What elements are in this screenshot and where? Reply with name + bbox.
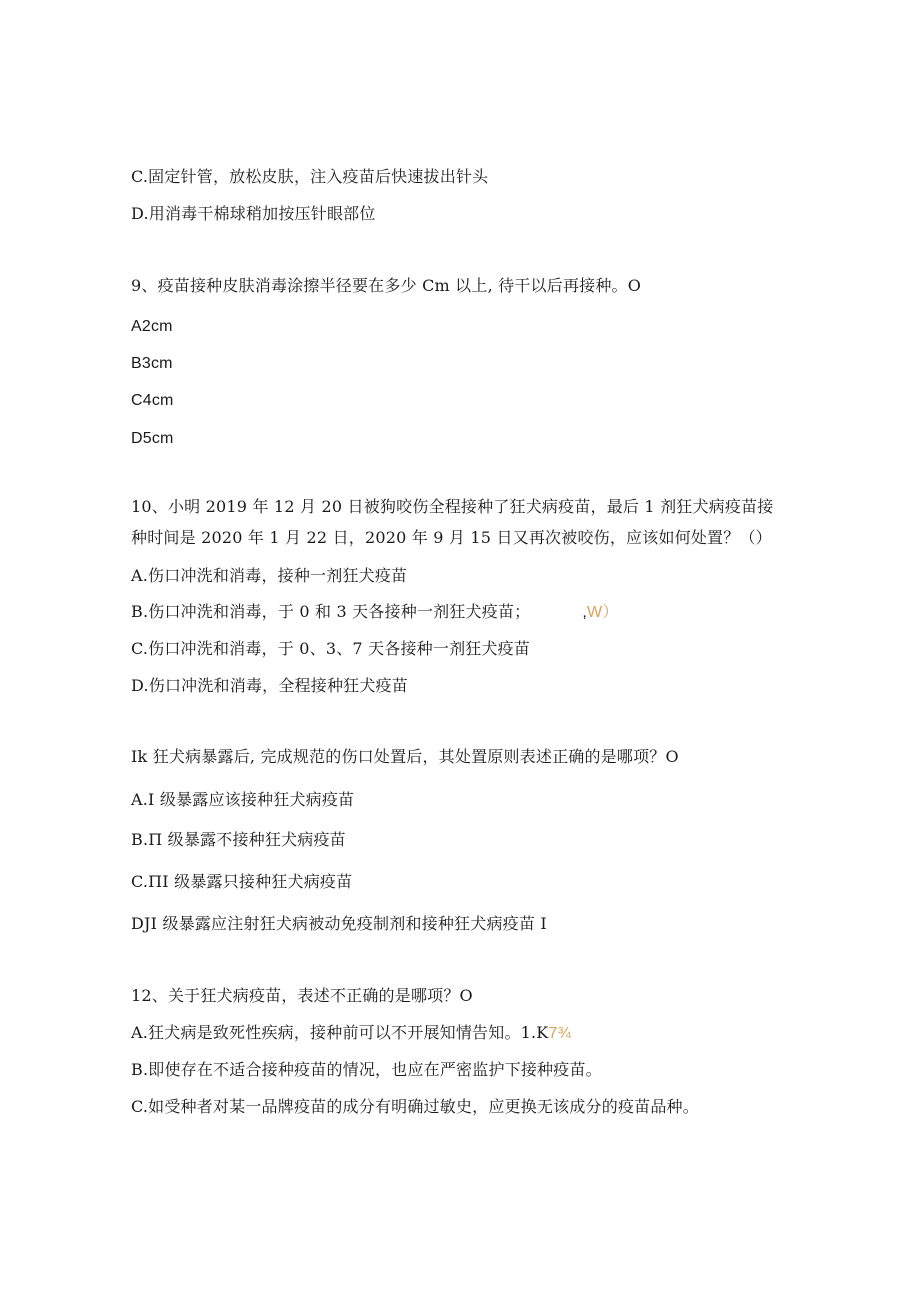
q8-option-d: D.用消毒干棉球稍加按压针眼部位 [131,204,376,223]
q11-option-a: A.I 级暴露应该接种狂犬病疫苗 [131,790,355,809]
q10-option-b [131,601,619,624]
q9-option-b: B3cm [131,355,173,372]
q10-option-b-text: B.伤口冲洗和消毒，于 0 和 3 天各接种一剂狂犬疫苗； [131,602,531,621]
q9-option-a: A2cm [131,318,173,335]
q11-option-d: DJI 级暴露应注射狂犬病被动免疫制剂和接种狂犬病疫苗 I [131,914,547,933]
q10-question-line1: 10、小明 2019 年 12 月 20 日被狗咬伤全程接种了狂犬病疫苗，最后 1 剂狂犬病疫苗接 [131,497,774,516]
q12-option-a-stray-mark: 7¾ [548,1025,572,1042]
q11-option-c: C.ПI 级暴露只接种狂犬病疫苗 [131,872,353,891]
q9-question: 9、疫苗接种皮肤消毒涂擦半径要在多少 Cm 以上, 待干以后再接种。O [131,276,642,295]
q12-option-c: C.如受种者对某一品牌疫苗的成分有明确过敏史，应更换无该成分的疫苗品种。 [131,1097,699,1116]
q11-question: Ik 狂犬病暴露后, 完成规范的伤口处置后，其处置原则表述正确的是哪项？O [131,747,679,766]
q8-option-c: C.固定针管，放松皮肤，注入疫苗后快速拔出针头 [131,167,489,186]
q12-option-b: B.即使存在不适合接种疫苗的情况，也应在严密监护下接种疫苗。 [131,1060,602,1079]
q10-question-line2: 种时间是 2020 年 1 月 22 日，2020 年 9 月 15 日又再次被咬伤，应该如何处置？（） [131,528,772,547]
q10-option-d: D.伤口冲洗和消毒，全程接种狂犬疫苗 [131,676,408,695]
q12-question: 12、关于狂犬病疫苗，表述不正确的是哪项？O [131,986,473,1005]
q10-option-c: C.伤口冲洗和消毒，于 0、3、7 天各接种一剂狂犬疫苗 [131,639,531,658]
q10-option-b-stray-comma: , [582,604,588,621]
q10-option-b-stray-mark: W） [587,604,619,621]
q9-option-d: D5cm [131,430,174,447]
q11-option-b: B.П 级暴露不接种狂犬病疫苗 [131,830,346,849]
q10-option-a: A.伤口冲洗和消毒，接种一剂狂犬疫苗 [131,566,408,585]
q9-option-c: C4cm [131,392,174,409]
q12-option-a [131,1022,571,1045]
q12-option-a-text: A.狂犬病是致死性疾病，接种前可以不开展知情告知。1.K [131,1023,549,1042]
